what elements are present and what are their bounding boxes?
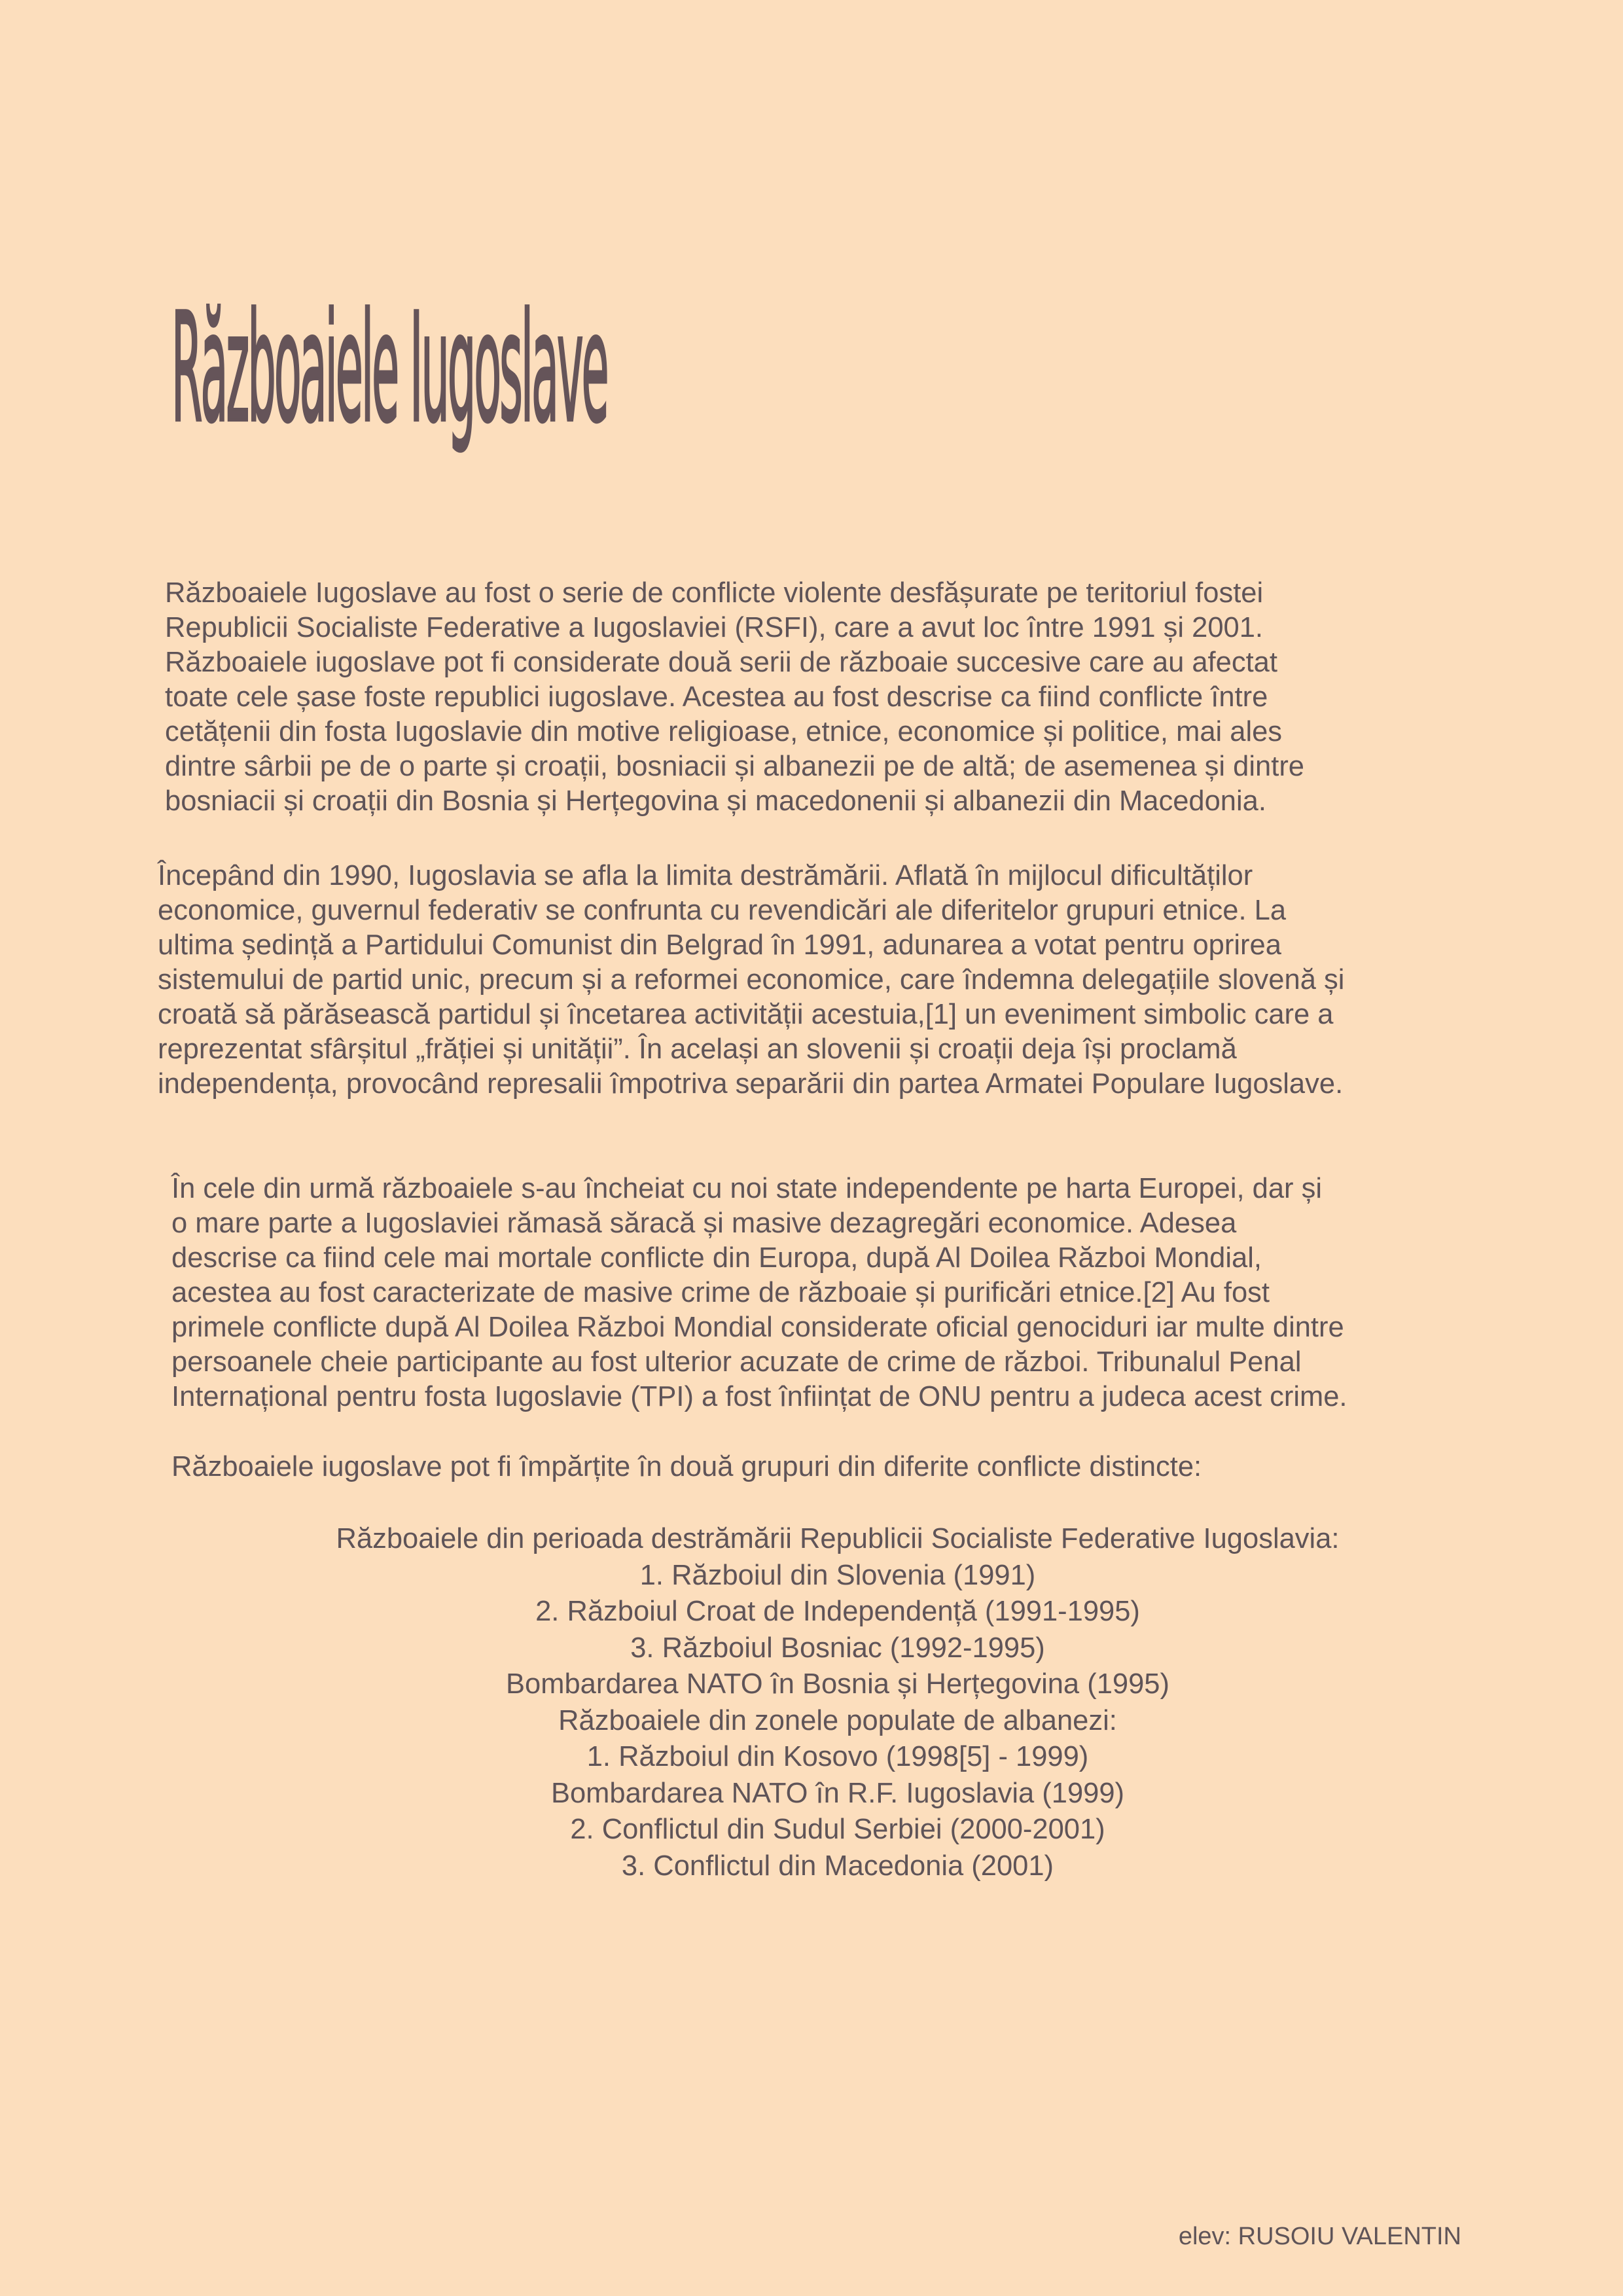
text-line: În cele din urmă războaiele s-au încheiat cu noi state independente pe harta Europei, dar și [171,1173,1323,1204]
text-line: descrise ca fiind cele mai mortale conflicte din Europa, după Al Doilea Război Mondial, [171,1242,1262,1274]
text-line: Începând din 1990, Iugoslavia se afla la limita destrămării. Aflată în mijlocul dificultăților [158,860,1253,891]
author-credit: elev: RUSOIU VALENTIN [1178,2223,1461,2250]
text-line: Internațional pentru fosta Iugoslavie (TPI) a fost înființat de ONU pentru a judeca acest crime. [171,1381,1347,1412]
text-line: persoanele cheie participante au fost ulterior acuzate de crime de război. Tribunalul Penal [171,1346,1302,1378]
paragraph-list-intro [171,1450,1202,1484]
text-line: croată să părăsească partidul și încetarea activității acestuia,[1] un eveniment simbolic care a [158,999,1334,1030]
list-item: Bombardarea NATO în Bosnia și Herțegovina (1995) [506,1668,1169,1700]
list-item: 2. Conflictul din Sudul Serbiei (2000-2001) [570,1814,1105,1845]
list-item: 3. Războiul Bosniac (1992-1995) [630,1632,1045,1664]
text-line: ultima ședință a Partidului Comunist din Belgrad în 1991, adunarea a votat pentru oprirea [158,929,1281,961]
text-line: Războaiele Iugoslave au fost o serie de conflicte violente desfășurate pe teritoriul fostei [165,577,1264,609]
conflicts-list [0,1521,1623,1884]
paragraph-outcome [171,1172,1347,1414]
list-item: 3. Conflictul din Macedonia (2001) [621,1850,1054,1882]
text-line: reprezentat sfârșitul „frăției și unității”. În același an slovenii și croații deja își proclamă [158,1033,1237,1065]
text-line: cetățenii din fosta Iugoslavie din motive religioase, etnice, economice și politice, mai ales [165,716,1283,747]
text-line: toate cele șase foste republici iugoslave. Acestea au fost descrise ca fiind conflicte între [165,681,1268,713]
text-line: independența, provocând represalii împotriva separării din partea Armatei Populare Iugoslave. [158,1068,1344,1100]
text-line: Războaiele iugoslave pot fi considerate două serii de războaie succesive care au afectat [165,647,1277,678]
list-item: 1. Războiul din Slovenia (1991) [639,1559,1036,1591]
text-line: economice, guvernul federativ se confrunta cu revendicări ale diferitelor grupuri etnice. La [158,895,1287,926]
paragraph-background [158,859,1344,1102]
list-item: Războaiele din zonele populate de albanezi: [558,1704,1117,1736]
page-title: Războaiele Iugoslave [171,281,607,456]
text-line: sistemului de partid unic, precum și a reformei economice, care îndemna delegațiile slovenă și [158,964,1345,996]
text-line: primele conflicte după Al Doilea Război Mondial considerate oficial genociduri iar multe dintre [171,1312,1344,1343]
text-line: o mare parte a Iugoslaviei rămasă săracă și masive dezagregări economice. Adesea [171,1208,1237,1239]
paragraph-intro [165,576,1304,819]
text-line: Republicii Socialiste Federative a Iugoslaviei (RSFI), care a avut loc între 1991 și 2001. [165,612,1263,643]
list-item: Războaiele din perioada destrămării Republicii Socialiste Federative Iugoslavia: [336,1523,1340,1554]
list-item: 1. Războiul din Kosovo (1998[5] - 1999) [586,1741,1089,1772]
list-item: 2. Războiul Croat de Independență (1991-1995) [535,1596,1140,1627]
text-line: dintre sârbii pe de o parte și croații, bosniacii și albanezii pe de altă; de asemenea și dintre [165,751,1304,782]
text-line: acestea au fost caracterizate de masive crime de războaie și purificări etnice.[2] Au fost [171,1277,1270,1308]
text-line: bosniacii și croații din Bosnia și Herțegovina și macedonenii și albanezii din Macedonia. [165,785,1266,817]
list-item: Bombardarea NATO în R.F. Iugoslavia (1999) [550,1777,1125,1809]
text-line: Războaiele iugoslave pot fi împărțite în două grupuri din diferite conflicte distincte: [171,1451,1202,1482]
